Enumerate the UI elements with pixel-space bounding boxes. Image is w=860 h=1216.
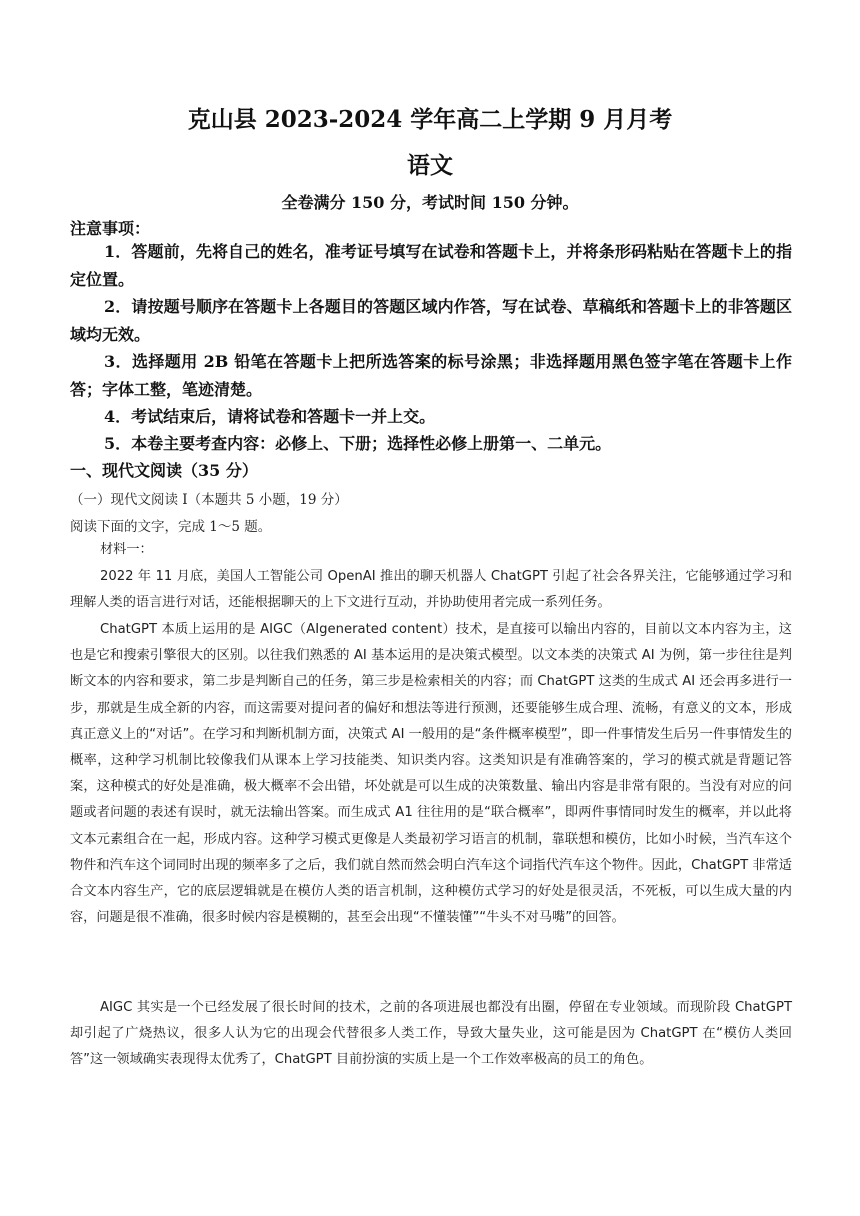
note-item: 1．答题前，先将自己的姓名，准考证号填写在试卷和答题卡上，并将条形码粘贴在答题卡上的指定位置。 xyxy=(70,242,792,289)
reading-instruction: 阅读下面的文字，完成 1～5 题。 xyxy=(70,519,272,535)
notes-heading: 注意事项： xyxy=(70,219,151,238)
note-item: 2．请按题号顺序在答题卡上各题目的答题区域内作答，写在试卷、草稿纸和答题卡上的非答题区域均无效。 xyxy=(70,297,792,344)
note-item: 5．本卷主要考查内容：必修上、下册；选择性必修上册第一、二单元。 xyxy=(104,434,612,453)
exam-title: 克山县 2023-2024 学年高二上学期 9 月月考 xyxy=(187,106,673,133)
passage-paragraph: ChatGPT 本质上运用的是 AIGC（AIgenerated content）技术，是直接可以输出内容的，目前以文本内容为主，这也是它和搜索引擎很大的区别。以往我们熟悉的 AI 基本运用的是决策式模型。以文本类的决策式 AI 为例，第一步往往是判断文本的内容和要求，第二步是判断自己的任务，第三步是检索相关的内容；而 ChatGPT 这类的生成式 AI 还会再多进行一步，那就是生成全新的内容，而这需要对提问者的偏好和想法等进行预测，还要能够生成合理、流畅，有意义的文本，形成真正意义上的“对话”。在学习和判断机制方面，决策式 AI 一般用的是“条件概率模型”，即一件事情发生后另一件事情发生的概率，这种学习机制比较像我们从课本上学习技能类、知识类内容。这类知识是有准确答案的，学习的模式就是背题记答案，这种模式的好处是准确，极大概率不会出错，坏处就是可以生成的决策数量、输出内容是非常有限的。当没有对应的问题或者问题的表述有误时，就无法输出答案。而生成式 A1 往往用的是“联合概率”，即两件事情同时发生的概率，并以此将文本元素组合在一起，形成内容。这种学习模式更像是人类最初学习语言的机制，靠联想和模仿，比如小时候，当汽车这个物件和汽车这个词同时出现的频率多了之后，我们就自然而然会明白汽车这个词指代汽车这个物件。因此，ChatGPT 非常适合文本内容生产，它的底层逻辑就是在模仿人类的语言机制，这种模仿式学习的好处是很灵活，不死板，可以生成大量的内容，问题是很不准确，很多时候内容是模糊的，甚至会出现“不懂装懂”“牛头不对马嘴”的回答。 xyxy=(70,622,792,926)
exam-info: 全卷满分 150 分，考试时间 150 分钟。 xyxy=(281,193,579,212)
passage-paragraph: AIGC 其实是一个已经发展了很长时间的技术，之前的各项进展也都没有出圈，停留在专业领域。而现阶段 ChatGPT 却引起了广烧热议，很多人认为它的出现会代替很多人类工作，导致大量失业，这可能是因为 ChatGPT 在“模仿人类回答”这一领域确实表现得太优秀了，ChatGPT 目前扮演的实质上是一个工作效率极高的员工的角色。 xyxy=(70,1000,792,1068)
passage-paragraph: 2022 年 11 月底，美国人工智能公司 OpenAI 推出的聊天机器人 ChatGPT 引起了社会各界关注，它能够通过学习和理解人类的语言进行对话，还能根据聊天的上下文进行互动，并协助使用者完成一系列任务。 xyxy=(70,569,792,611)
subject-title: 语文 xyxy=(407,152,453,179)
section-heading: 一、现代文阅读（35 分） xyxy=(70,461,258,480)
note-item: 3．选择题用 2B 铅笔在答题卡上把所选答案的标号涂黑；非选择题用黑色签字笔在答题卡上作答；字体工整，笔迹清楚。 xyxy=(70,352,792,399)
material-label: 材料一： xyxy=(100,542,153,557)
subsection-heading: （一）现代文阅读 I（本题共 5 小题，19 分） xyxy=(70,492,348,508)
note-item: 4．考试结束后，请将试卷和答题卡一并上交。 xyxy=(104,407,436,426)
